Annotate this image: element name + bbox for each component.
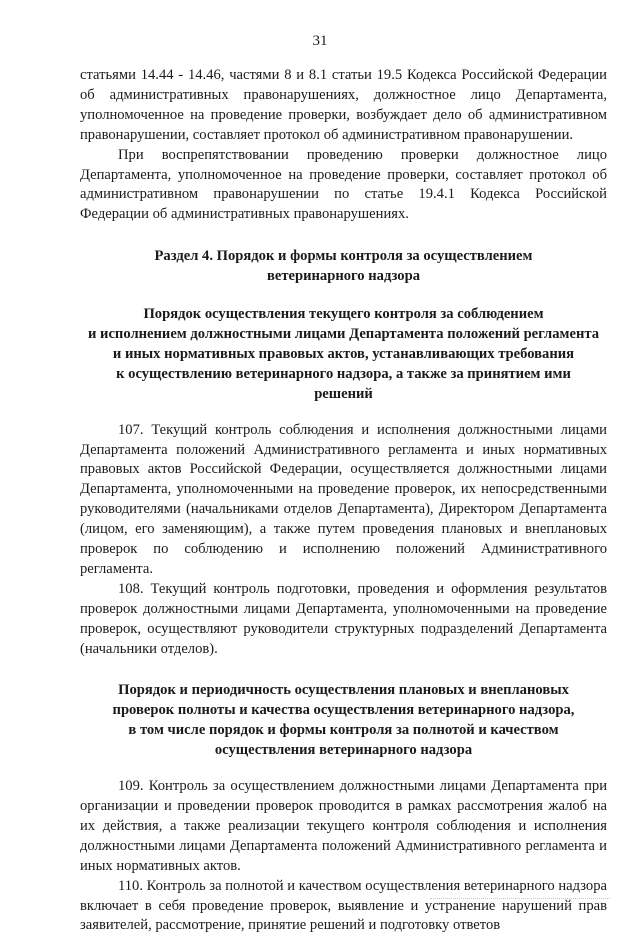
current-control-heading-line: к осуществлению ветеринарного надзора, а также за принятием ими (116, 365, 571, 382)
section-4-heading-line: Раздел 4. Порядок и формы контроля за осуществлением (154, 248, 533, 265)
periodic-control-heading-line: Порядок и периодичность осуществления плановых и внеплановых (118, 682, 569, 699)
periodic-control-heading-line: проверок полноты и качества осуществления ветеринарного надзора, (112, 702, 575, 719)
paragraph-108: 108. Текущий контроль подготовки, проведения и оформления результатов проверок должностными лицами Департамента, уполномоченными на проведение проверок, осуществляют руководители структурных подразделений Департамента (начальники отделов). (80, 580, 607, 657)
current-control-heading (80, 305, 607, 405)
paragraph-109: 109. Контроль за осуществлением должностными лицами Департамента при организации и проведении проверок проводится в рамках рассмотрения жалоб на их действия, а также реализации текущего контроля соблюдения и исполнения должностными лицами Департамента положений Административного регламента и иных нормативных актов. (80, 778, 607, 874)
page-number: 31 (312, 33, 328, 49)
current-control-heading-line: и исполнением должностными лицами Департамента положений регламента (87, 325, 600, 342)
current-control-heading-line: Порядок осуществления текущего контроля за соблюдением (143, 306, 544, 323)
current-control-heading-line: решений (314, 385, 373, 402)
document-body (80, 66, 607, 936)
paragraph-intro-continuation: статьями 14.44 - 14.46, частями 8 и 8.1 статьи 19.5 Кодекса Российской Федерации об административных правонарушениях, должностное лицо Департамента, уполномоченное на проведение проверки, возбуждает дело об административном правонарушении, составляет протокол об административном правонарушении. (80, 67, 607, 143)
paragraph-110: 110. Контроль за полнотой и качеством осуществления ветеринарного надзора включает в себя проведение проверок, выявление и устранение нарушений прав заявителей, рассмотрение, принятие решений и подготовку ответов (80, 877, 607, 934)
scan-artifact-divider (430, 897, 610, 899)
periodic-control-heading-line: в том числе порядок и формы контроля за полнотой и качеством (128, 722, 559, 739)
periodic-control-heading (80, 681, 607, 761)
current-control-heading-line: и иных нормативных правовых актов, устанавливающих требования (112, 345, 575, 362)
paragraph-obstruction: При воспрепятствовании проведению проверки должностное лицо Департамента, уполномоченное на проведение проверки, составляет протокол об административном правонарушении по статье 19.4.1 Кодекса Российской Федерации об административных правонарушениях. (80, 146, 607, 223)
periodic-control-heading-line: осуществления ветеринарного надзора (214, 742, 473, 759)
section-4-heading (80, 247, 607, 287)
paragraph-107: 107. Текущий контроль соблюдения и исполнения должностными лицами Департамента положений Административного регламента и иных нормативных правовых актов Российской Федерации, осуществляется должностными лицами Департамента, уполномоченными на проведение проверок, их непосредственными руководителями (начальниками отделов Департамента), Директором Департамента (лицом, его заменяющим), а также путем проведения плановых и внеплановых проверок по соблюдению и исполнению положений Административного регламента. (80, 421, 607, 577)
section-4-heading-line: ветеринарного надзора (266, 268, 421, 285)
